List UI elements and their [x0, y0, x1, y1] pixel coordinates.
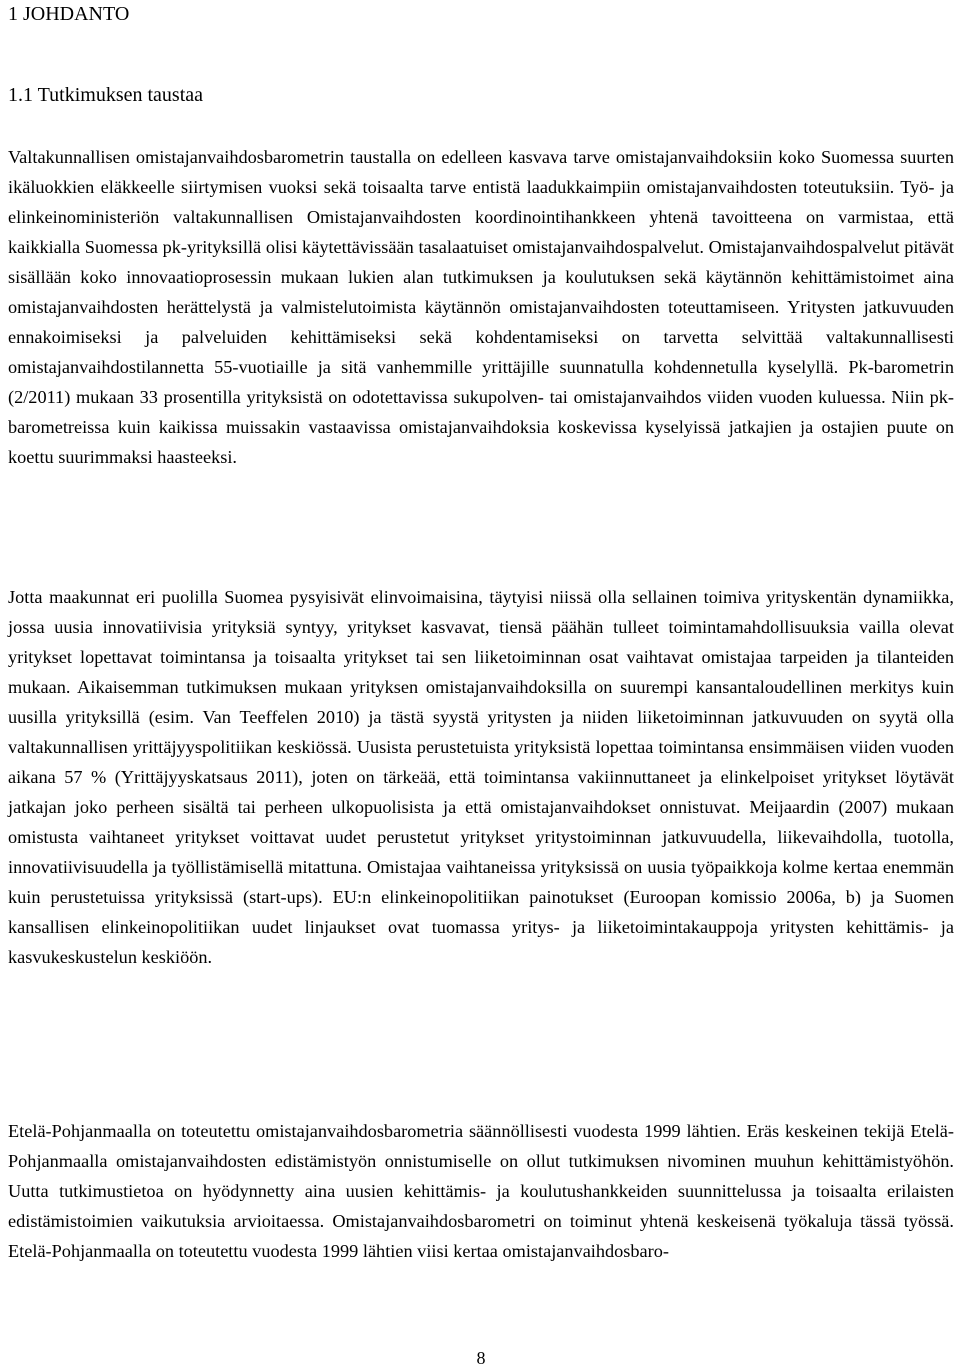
- document-page: [8, 0, 954, 1370]
- paragraph: Jotta maakunnat eri puolilla Suomea pysyisivät elinvoimaisina, täytyisi niissä olla sellainen toimiva yrityskentän dynamiikka, jossa uusia innovatiivisia yrityksiä syntyy, yritykset kasvavat, tiensä päähän tulleet toimintamahdollisuuksia vailla olevat yritykset lopettavat toimintansa ja toisaalta yritykset tai sen liiketoiminnan osat vaihtavat omistajaa tarpeiden ja tilanteiden mukaan. Aikaisemman tutkimuksen mukaan yrityksen omistajanvaihdoksilla on suurempi kansantaloudellinen merkitys kuin uusilla yrityksillä (esim. Van Teeffelen 2010) ja tästä syystä yritysten ja niiden liiketoiminnan jatkuvuuden on syytä olla valtakunnallisen yrittäjyyspolitiikan keskiössä. Uusista perustetuista yrityksistä lopettaa toimintansa ensimmäisen viiden vuoden aikana 57 % (Yrittäjyyskatsaus 2011), joten on tärkeää, että toimintansa vakiinnuttaneet ja elinkelpoiset yritykset löytävät jatkajan joko perheen sisältä tai perheen ulkopuolisista ja että omistajanvaihdokset onnistuvat. Meijaardin (2007) mukaan omistusta vaihtaneet yritykset voittavat uudet perustetut yritykset yritystoiminnan jatkuvuudella, liikevaihdolla, tuotolla, innovatiivisuudella ja työllistämisellä mitattuna. Omistajaa vaihtaneissa yrityksissä on uusia työpaikkoja kolme kertaa enemmän kuin perustetuissa yrityksissä (start-ups). EU:n elinkeinopolitiikan painotukset (Euroopan komissio 2006a, b) ja Suomen kansallisen elinkeinopolitiikan uudet linjaukset ovat tuomassa yritys- ja liiketoimintakauppoja yritysten kehittämis- ja kasvukeskustelun keskiöön.: [8, 587, 954, 967]
- chapter-heading: 1 JOHDANTO: [8, 3, 130, 25]
- section-heading: 1.1 Tutkimuksen taustaa: [8, 84, 204, 106]
- paragraph: Valtakunnallisen omistajanvaihdosbarometrin taustalla on edelleen kasvava tarve omistajanvaihdoksiin koko Suomessa suurten ikäluokkien eläkkeelle siirtymisen vuoksi sekä toisaalta tarve entistä laadukkaimpiin omistajanvaihdosten toteutuksiin. Työ- ja elinkeinoministeriön valtakunnallisen Omistajanvaihdosten koordinointihankkeen yhtenä tavoitteena on varmistaa, että kaikkialla Suomessa pk-yrityksillä olisi käytettävissään tasalaatuiset omistajanvaihdospalvelut. Omistajanvaihdospalvelut pitävät sisällään koko innovaatioprosessin mukaan lukien alan tutkimuksen ja koulutuksen sekä käytännön kehittämistoimet aina omistajanvaihdosten herättelystä ja valmistelutoimista käytännön omistajanvaihdosten toteuttamiseen. Yritysten jatkuvuuden ennakoimiseksi ja palveluiden kehittämiseksi sekä kohdentamiseksi on tarvetta selvittää valtakunnallisesti omistajanvaihdostilannetta 55-vuotiaille ja sitä vanhemmille yrittäjille suunnatulla kohdennetulla kyselyllä. Pk-barometrin (2/2011) mukaan 33 prosentilla yrityksistä on odotettavissa sukupolven- tai omistajanvaihdos viiden vuoden kuluessa. Niin pk-barometreissa kuin kaikissa muissakin vastaavissa omistajanvaihdoksia koskevissa kyselyissä jatkajien ja ostajien puute on koettu suurimmaksi haasteeksi.: [8, 147, 954, 467]
- page-number: 8: [476, 1348, 486, 1368]
- paragraph: Etelä-Pohjanmaalla on toteutettu omistajanvaihdosbarometria säännöllisesti vuodesta 1999 lähtien. Eräs keskeinen tekijä Etelä-Pohjanmaalla omistajanvaihdosten edistämistyön onnistumiselle on ollut tutkimuksen nivominen muuhun kehittämistyöhön. Uutta tutkimustietoa on hyödynnetty aina uusien kehittämis- ja koulutushankkeiden suunnittelussa ja toisaalta erilaisten edistämistoimien vaikutuksia arvioitaessa. Omistajanvaihdosbarometri on toiminut yhtenä keskeisenä työkaluja tässä työssä. Etelä-Pohjanmaalla on toteutettu vuodesta 1999 lähtien viisi kertaa omistajanvaihdosbaro-: [8, 1121, 954, 1261]
